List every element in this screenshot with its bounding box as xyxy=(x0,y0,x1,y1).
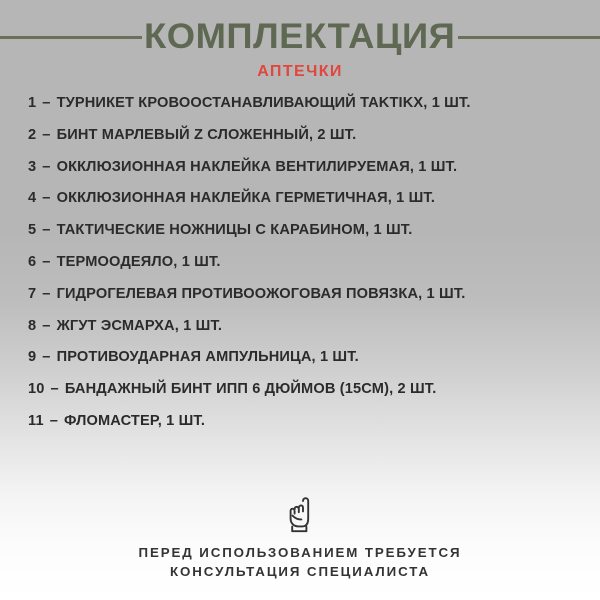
contents-list xyxy=(28,95,580,445)
list-item-dash: – xyxy=(42,349,51,366)
title-rule-right xyxy=(458,36,600,39)
title-row xyxy=(0,17,600,57)
list-item-dash: – xyxy=(50,381,59,398)
list-item-number: 2 xyxy=(28,126,37,143)
list-item-number: 3 xyxy=(28,158,37,175)
list-item-dash: – xyxy=(42,95,51,111)
list-item-label: ПРОТИВОУДАРНАЯ АМПУЛЬНИЦА, 1 ШТ. xyxy=(56,349,359,366)
list-item-number: 1 xyxy=(28,95,37,111)
list-item-label: ГИДРОГЕЛЕВАЯ ПРОТИВООЖОГОВАЯ ПОВЯЗКА, 1 ШТ. xyxy=(56,285,466,302)
list-item-number: 4 xyxy=(28,190,37,207)
list-item-label: ТАКТИЧЕСКИЕ НОЖНИЦЫ С КАРАБИНОМ, 1 ШТ. xyxy=(56,222,413,239)
list-item-number: 10 xyxy=(28,381,45,398)
list-item-dash: – xyxy=(42,253,51,270)
list-item-dash: – xyxy=(42,222,51,239)
list-item xyxy=(28,381,580,413)
list-item-number: 5 xyxy=(28,222,37,239)
list-item xyxy=(28,222,580,254)
list-item-dash: – xyxy=(49,412,59,429)
footer-note-line1: ПЕРЕД ИСПОЛЬЗОВАНИЕМ ТРЕБУЕТСЯ xyxy=(138,545,462,560)
list-item-label: ЖГУТ ЭСМАРХА, 1 ШТ. xyxy=(56,317,223,334)
list-item-number: 9 xyxy=(28,349,37,366)
list-item xyxy=(28,127,580,159)
footer-note xyxy=(0,543,600,581)
list-item-label: ОККЛЮЗИОННАЯ НАКЛЕЙКА ГЕРМЕТИЧНАЯ, 1 ШТ. xyxy=(56,190,436,207)
footer xyxy=(0,496,600,581)
list-item-dash: – xyxy=(42,126,51,143)
page-subtitle: АПТЕЧКИ xyxy=(257,63,343,80)
list-item xyxy=(28,95,580,127)
list-item-label: БИНТ МАРЛЕВЫЙ Z СЛОЖЕННЫЙ, 2 ШТ. xyxy=(56,126,357,143)
list-item-dash: – xyxy=(42,190,51,207)
list-item xyxy=(28,190,580,222)
list-item xyxy=(28,286,580,318)
list-item xyxy=(28,254,580,286)
footer-note-line2: КОНСУЛЬТАЦИЯ СПЕЦИАЛИСТА xyxy=(170,564,430,579)
list-item xyxy=(28,413,580,445)
list-item-label: ТУРНИКЕТ КРОВООСТАНАВЛИВАЮЩИЙ TAKTIKX, 1 ШТ. xyxy=(56,95,471,111)
list-item-label: БАНДАЖНЫЙ БИНТ ИПП 6 ДЮЙМОВ (15СМ), 2 ШТ. xyxy=(64,381,437,398)
list-item-number: 7 xyxy=(28,285,37,302)
list-item-number: 6 xyxy=(28,253,37,270)
list-item xyxy=(28,318,580,350)
list-item-dash: – xyxy=(42,158,51,175)
header xyxy=(0,0,600,81)
list-item xyxy=(28,159,580,191)
list-item-number: 8 xyxy=(28,317,37,334)
list-item-dash: – xyxy=(42,285,51,302)
page-title: КОМПЛЕКТАЦИЯ xyxy=(144,17,456,56)
list-item-label: ФЛОМАСТЕР, 1 ШТ. xyxy=(64,412,206,429)
list-item-label: ТЕРМООДЕЯЛО, 1 ШТ. xyxy=(56,253,221,270)
list-item-label: ОККЛЮЗИОННАЯ НАКЛЕЙКА ВЕНТИЛИРУЕМАЯ, 1 ШТ. xyxy=(56,158,458,175)
pointing-up-hand-icon xyxy=(280,496,320,534)
list-item xyxy=(28,349,580,381)
title-rule-left xyxy=(0,36,142,39)
list-item-dash: – xyxy=(42,317,51,334)
list-item-number: 11 xyxy=(28,412,44,429)
